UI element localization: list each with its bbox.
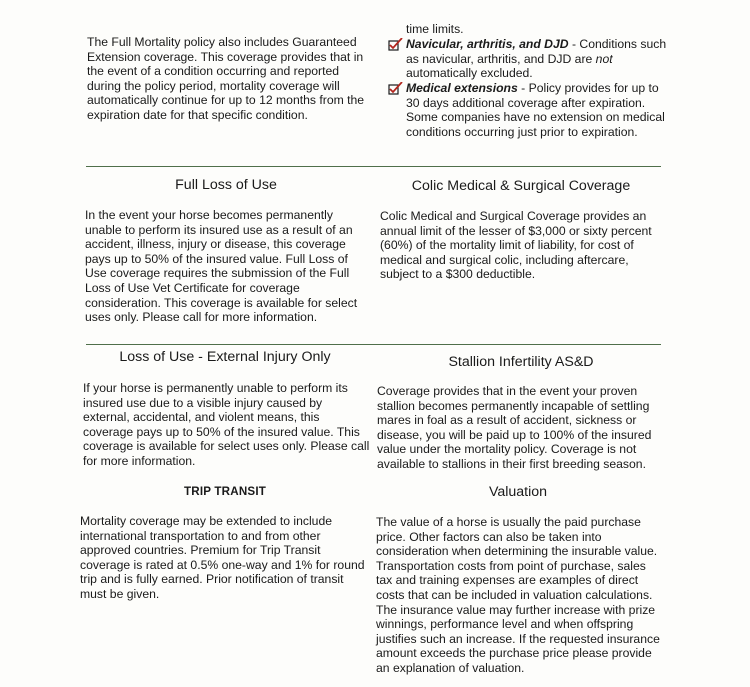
bullet-title: Medical extensions: [406, 81, 518, 95]
trip-transit-text: Mortality coverage may be extended to include international transportation to and from other approved countries. Premium for Trip Transit coverage is rated at 0.5% one-way and 1% for round trip and is fully earned. Prior notification of transit must be given.: [80, 514, 365, 601]
checked-box-icon: [388, 82, 404, 95]
checked-box-icon: [388, 38, 404, 51]
bullet-text: Policy provides for up to 30 days additional coverage after expiration. Some companies have no extension on medical conditions occurring just prior to expiration.: [406, 81, 665, 139]
trip-transit-heading: TRIP TRANSIT: [183, 485, 267, 498]
bullet-title: Navicular, arthritis, and DJD: [406, 37, 569, 51]
valuation-heading: Valuation: [488, 484, 548, 500]
bullet-medical-extensions: [388, 81, 668, 151]
colic-coverage-text: Colic Medical and Surgical Coverage provides an annual limit of the lesser of $3,000 or sixty percent (60%) of the mortality limit of liability, for cost of medical and surgical colic, including aftercare, subject to a $300 deductible.: [380, 209, 652, 282]
time-limits-text: time limits.: [406, 22, 464, 36]
loss-of-use-external-text: If your horse is permanently unable to perform its insured use due to a visible injury caused by external, accidental, and violent means, this coverage pays up to 50% of the insured value. This coverage is available for select uses only. Please call for more information.: [83, 381, 370, 468]
valuation-text: The value of a horse is usually the paid purchase price. Other factors can also be taken into consideration when determining the insurable value. Transportation costs from point of purchase, sales tax and training expenses are examples of direct costs that can be included in valuation calculations. The insurance value may further increase with prize winnings, performance level and when offspring justifies such an increase. If the requested insurance amount exceeds the purchase price please provide an explanation of valuation.: [376, 515, 660, 675]
bullet-dash: -: [517, 81, 529, 95]
bullet-text: Conditions such as navicular, arthritis, and DJD are: [406, 37, 667, 66]
guaranteed-extension-text: The Full Mortality policy also includes Guaranteed Extension coverage. This coverage provides that in the event of a condition occurring and reported during the policy period, mortality coverage will automatically continue for up to 12 months from the expiration date for that specific condition.: [87, 35, 365, 122]
bullet-dash: -: [568, 37, 580, 51]
full-loss-of-use-heading: Full Loss of Use: [175, 177, 277, 193]
bullet-text-end: automatically excluded.: [406, 66, 533, 81]
colic-coverage-heading: Colic Medical & Surgical Coverage: [411, 178, 631, 194]
section-divider: [86, 166, 661, 167]
stallion-infertility-heading: Stallion Infertility AS&D: [448, 354, 594, 370]
bullet-navicular: [388, 37, 668, 81]
bullet-emphasis: not: [595, 51, 613, 66]
loss-of-use-external-heading: Loss of Use - External Injury Only: [119, 349, 331, 365]
section-divider: [86, 344, 661, 345]
stallion-infertility-text: Coverage provides that in the event your proven stallion becomes permanently incapable of settling mares in foal as a result of accident, sickness or disease, you will be paid up to 100% of the insured value under the mortality policy. Coverage is not available to stallions in their first breeding season.: [377, 384, 652, 471]
full-loss-of-use-text: In the event your horse becomes permanently unable to perform its insured use as a result of an accident, illness, injury or disease, this coverage pays up to 50% of the insured value. Full Loss of Use coverage requires the submission of the Full Loss of Use Vet Certificate for coverage consideration. This coverage is available for select uses only. Please call for more information.: [85, 208, 358, 325]
